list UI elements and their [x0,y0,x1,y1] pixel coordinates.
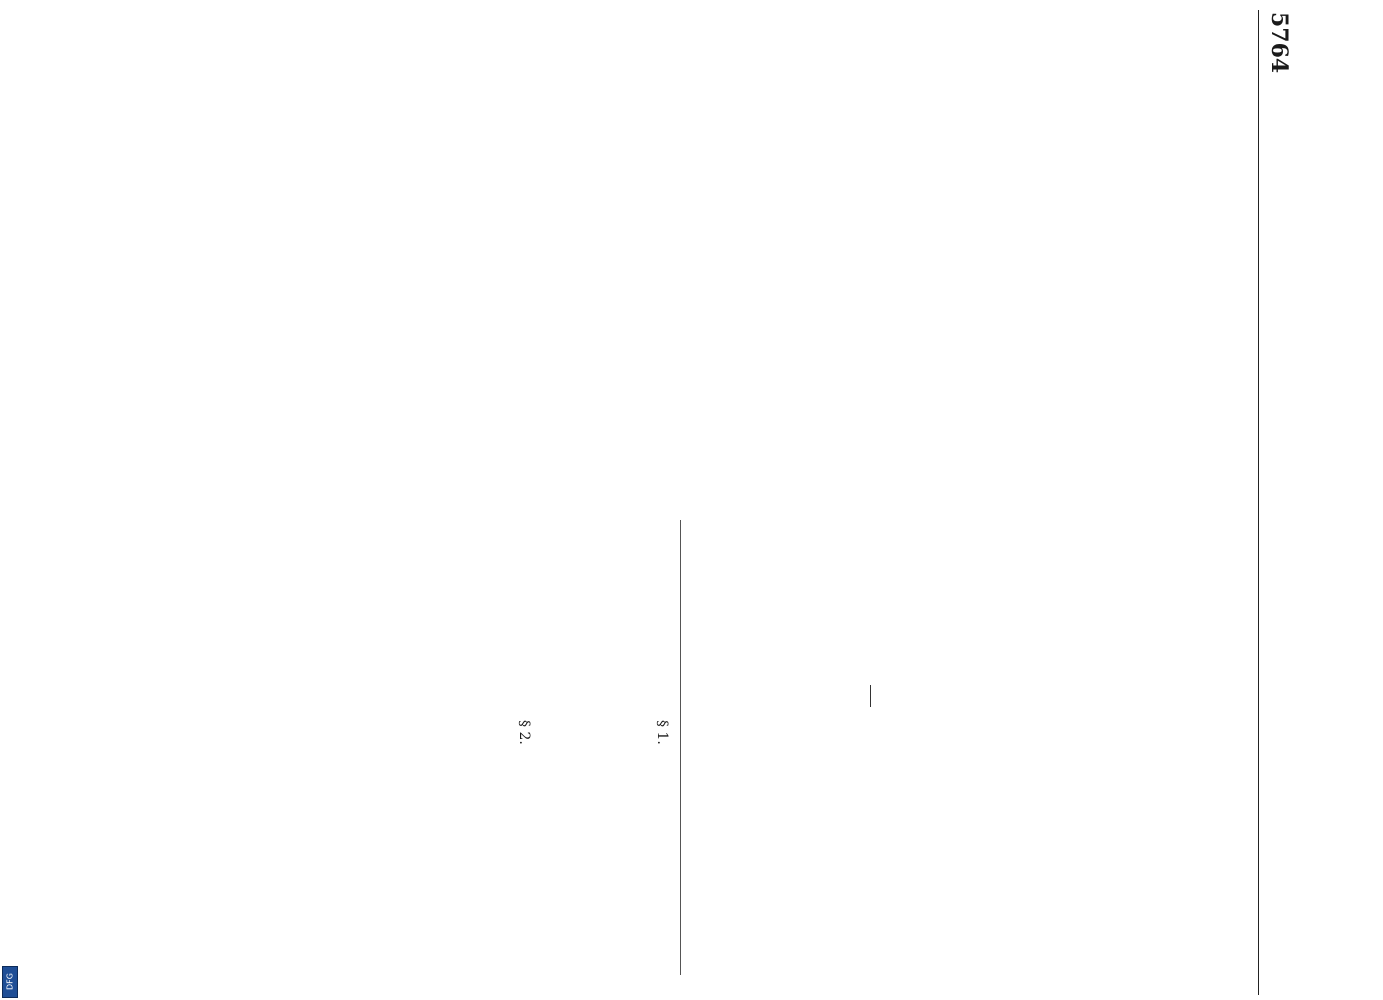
header-rule [1258,10,1259,995]
page-number: 5764 [1266,12,1292,74]
heading-rule [870,685,871,707]
paragraph-2-label: § 2. [516,720,532,745]
dfg-logo-icon [2,966,18,998]
column-divider [680,520,681,975]
dfg-logo-text: DFG [5,973,15,990]
paragraph-1-label: § 1. [654,720,670,745]
